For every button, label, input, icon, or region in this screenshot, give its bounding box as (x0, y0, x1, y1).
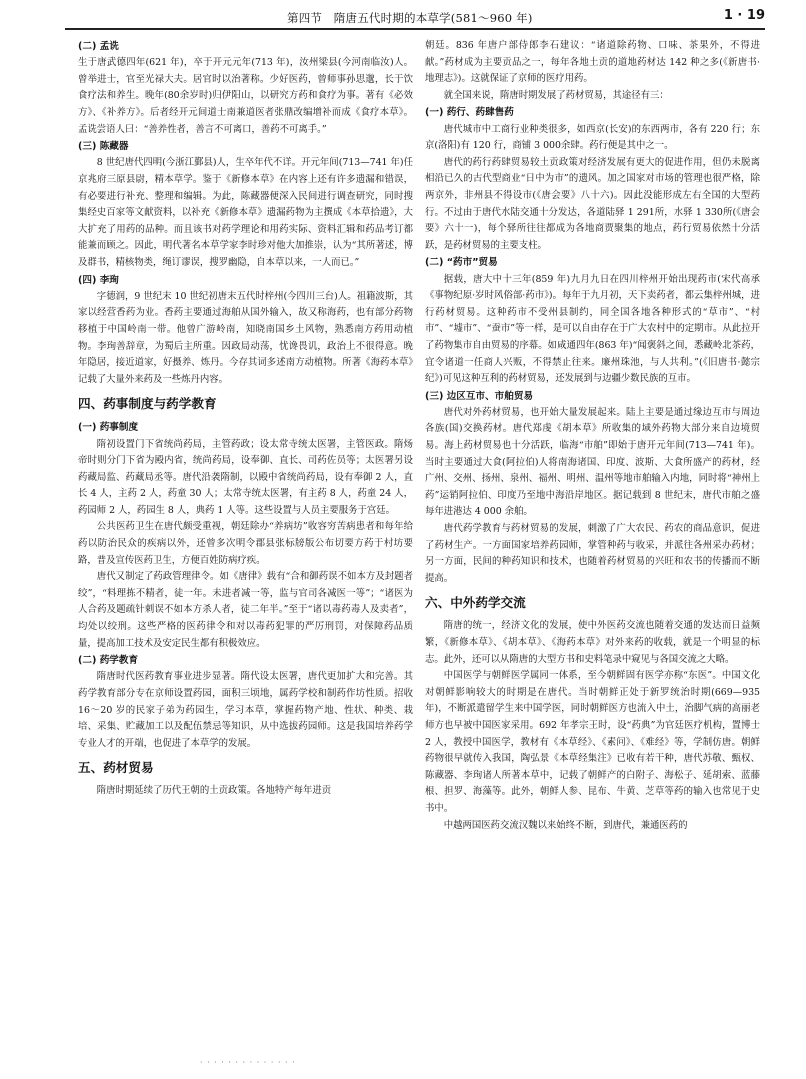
paragraph: 公共医药卫生在唐代颇受重视，朝廷除办“养病坊”收容穷苦病患者和每年给药以防治民众的疾病以外，还曾多次明令郡县张标牓版公布切要方药于村坊要路，普及宣传医药卫生，方便百姓防病疗疾。 (78, 521, 413, 566)
paragraph: 据载，唐大中十三年(859 年)九月九日在四川梓州开始出现药市(宋代高承《事物纪原·岁时风俗部·药市》)。每年于九月初，天下卖药者，都云集梓州城，进行药材贸易。这种药市不受州县制约，同全国各地各种形式的“草市”、“村市”、“墟市”、“蚕市”等一样，是可以自由存在于广大农村中的定期市。从此拉开了药物集市自由贸易的序幕。如咸通四年(863 年)“闻褒斜之间，悉藏岭北茶药，宜令诸道一任商人兴贩，不得禁止往来。廉州珠池，与人共利。”(《旧唐书·懿宗纪》)可见这种互利的药材贸易，还发展到与边疆少数民族的互市。 (425, 273, 760, 385)
subsection-heading: (四) 李珣 (78, 274, 119, 286)
paragraph: 隋初设置门下省统尚药局，主管药政；设太常寺统太医署，主管医政。隋炀帝时则分门下省为殿内省，统尚药局，设奉御、直长、司药佐员等；太医署另设药藏局监、药藏局丞等。唐代沿袭隋制，以殿中省统尚药局，设有奉御 2 人，直长 4 人，主药 2 人，药童 30 人；太常寺统太医署，有主药 8 人，药童 24 人，药园师 2 人，药园生 8 人，典药 1 人等。这些设置与人员主要服务于宫廷。 (78, 438, 413, 516)
paragraph: 唐代又制定了药政管理律令。如《唐律》载有“合和御药误不如本方及封题者绞”，“料理拣不精者，徒一年。未进者减一等，监与官司各减医一等”；“诸医为人合药及题疏针刺误不如本方杀人者，徒二年半。”至于“诸以毒药毒人及卖者”，均处以绞刑。这些严格的医药律令和对以毒药犯罪的严厉刑罚，对保障药品质量，提高加工技术及安定民生都有积极效应。 (78, 571, 413, 649)
right-column (425, 38, 760, 834)
footer-mark: · · · · · · · · · · · · · · (200, 1058, 296, 1067)
paragraph: 唐代对外药材贸易，也开始大量发展起来。陆上主要是通过缘边互市与周边各族(国)交换药材。唐代郑虔《胡本草》所收集的域外药物大部分来自边境贸易。海上药材贸易也十分活跃，临海“市舶”即始于唐开元年间(713—741 年)。当时主要通过大食(阿拉伯)人将南海诸国、印度、波斯、大食所盛产的药材，经广州、交州、扬州、泉州、福州、明州、温州等地市舶输入内地，同时将“神州上药”运销阿拉伯、印度乃至地中海沿岸地区。据记载到 8 世纪末，唐代市舶之盛每年进港达 4 000 余舶。 (425, 406, 760, 518)
subsection-heading: (二) 孟诜 (78, 41, 119, 52)
subsection-heading: (三) 边区互市、市舶贸易 (425, 390, 534, 402)
paragraph: 唐代的药行药肆贸易较土贡政策对经济发展有更大的促进作用，但仍未脱离相沿已久的古代型商业“日中为市”的遗风。加之国家对市场的管理也很严格，除两京外，非州县不得设市(《唐会要》八十六)。因此没能形成左右全国的大型药行。不过由于唐代水陆交通十分发达，各道陆驿 1 291所，水驿 1 330所(《唐会要》六十一)，每个驿所往往都成为各地商贾聚集的地点，药行贸易依然十分活跃，是药材贸易的主要支柱。 (425, 156, 760, 251)
section-heading: 六、中外药学交流 (425, 595, 526, 611)
section-heading: 五、药材贸易 (78, 760, 154, 776)
subsection-heading: (三) 陈藏器 (78, 141, 129, 153)
subsection-heading: (二) 药学教育 (78, 655, 139, 667)
paragraph: 8 世纪唐代四明(今浙江鄞县)人，生卒年代不详。开元年间(713—741 年)任京兆府三原县尉，精本草学。鉴于《新修本草》在内容上还有许多遗漏和错误，有必要进行补充、整理和编辑。为此，陈藏器便深入民间进行调查研究，同时搜集经史百家等文献资料，以补充《新修本草》遗漏药物为主撰成《本草拾遗》，大大扩充了用药的品种。而且该书对药学理论和用药实际、资料汇辑和药品考订都能兼而顾之。因此，明代著名本草学家李时珍对他大加推崇，认为“其所著述，博及群书，精核物类，绳订谬误，搜罗幽隐，自本草以来，一人而已。” (78, 157, 413, 268)
section-heading: 四、药事制度与药学教育 (78, 396, 217, 412)
paragraph: 隋唐时期延续了历代王朝的土贡政策。各地特产每年进贡 (96, 785, 332, 797)
paragraph: 生于唐武德四年(621 年)，卒于开元元年(713 年)，汝州梁县(今河南临汝)人。曾举进士，官至光禄大夫。居官时以治著称。少好医药，曾师事孙思邈，长于饮食疗法和养生。晚年(80余岁时)归伊阳山，以研究方药和食疗为事。著有《必效方》、《补养方》。后者经开元间道士南兼道医者张鼎改编增补而成《食疗本草》。孟诜尝语人曰：“善养性者，善言不可离口，善药不可离手。” (78, 57, 413, 135)
paragraph: 字德润，9 世纪末 10 世纪初唐末五代时梓州(今四川三台)人。祖籍波斯，其家以经营香药为业。香药主要通过海舶从国外输入，故又称海药，也有部分药物移植于中国岭南一带。他曾广游岭南，知晓南国乡土风物，熟悉南方药用动植物。李珣善辞章，为蜀后主所重。因政局动荡，忧谗畏讥，政治上不很得意。晚年隐居，接近道家，好摄养、炼丹。今存其词多述南方动植物。所著《海药本草》记载了大量外来药及一些炼丹内容。 (78, 290, 413, 385)
left-column (78, 38, 413, 800)
page-number: 1 · 19 (723, 8, 765, 23)
paragraph: 隋唐的统一，经济文化的发展，使中外医药交流也随着交通的发达而日益频繁，《新修本草》、《胡本草》、《海药本草》对外来药的收载，就是一个明显的标志。此外，还可以从隋唐的大型方书和史料笔录中窥见与各国交流之大略。 (425, 620, 760, 665)
paragraph: 唐代城市中工商行业种类很多，如西京(长安)的东西两市，各有 220 行；东京(洛阳)有 120 行，商铺 3 000余肆。药行便是其中之一。 (425, 123, 760, 152)
subsection-heading: (二) “药市”贸易 (425, 257, 498, 269)
paragraph: 朝廷。836 年唐户部侍郎李石建议：“诸道除药物、口味、茶果外，不得进献。”药材成为主要贡品之一，每年各地土贡的道地药材达 142 种之多(《新唐书·地理志》)。这就保证了京师的医疗用药。 (425, 40, 760, 85)
running-header (65, 6, 765, 30)
paragraph: 隋唐时代医药教育事业进步显著。隋代设太医署，唐代更加扩大和完善。其药学教育部分专在京师设置药园，面积三顷地，属药学校和制药作坊性质。招收 16～20 岁的民家子弟为药园生，学习本草，掌握药物产地、性状、种类、栽培、采集、贮藏加工以及配伍禁忌等知识，从中选拔药园师。这是我国培养药学专业人才的开端，也促进了本草学的发展。 (78, 671, 413, 749)
paragraph: 唐代药学教育与药材贸易的发展，刺激了广大农民、药农的商品意识，促进了药材生产。一方面国家培养药园师，掌管种药与收采，并派往各州采办药材；另一方面，民间的种药知识和技术，也随着药材贸易的兴旺和农书的传播而不断提高。 (425, 523, 760, 584)
paragraph: 中国医学与朝鲜医学属同一体系，至今朝鲜固有医学亦称“东医”。中国文化对朝鲜影响较大的时期是在唐代。当时朝鲜正处于新罗统治时期(669—935 年)，不断派遣留学生来中国学医，同时朝鲜医方也流入中土，治脚气病的高丽老师方也早被中国医家采用。692 年孝宗王时，设“药典”为官廷医疗机构，置博士 2 人，教授中国医学，教材有《本草经》、《素问》、《难经》等，学制仿唐。朝鲜药物很早就传入我国，陶弘景《本草经集注》已收有若干种，唐代苏敬、甄权、陈藏器、李珣诸人所著本草中，记载了朝鲜产的白附子、海松子、延胡索、蓝藤根、担罗、海藻等。此外，朝鲜人参、昆布、牛黄、芝草等药的输入也常见于史书中。 (425, 670, 760, 814)
paragraph: 就全国来说，隋唐时期发展了药材贸易，其途径有三： (443, 89, 669, 101)
section-title: 第四节 隋唐五代时期的本草学(581～960 年) (287, 11, 533, 25)
subsection-heading: (一) 药事制度 (78, 422, 139, 434)
paragraph: 中越两国医药交流汉魏以来始终不断，到唐代，兼通医药的 (443, 819, 688, 831)
subsection-heading: (一) 药行、药肆售药 (425, 107, 514, 119)
